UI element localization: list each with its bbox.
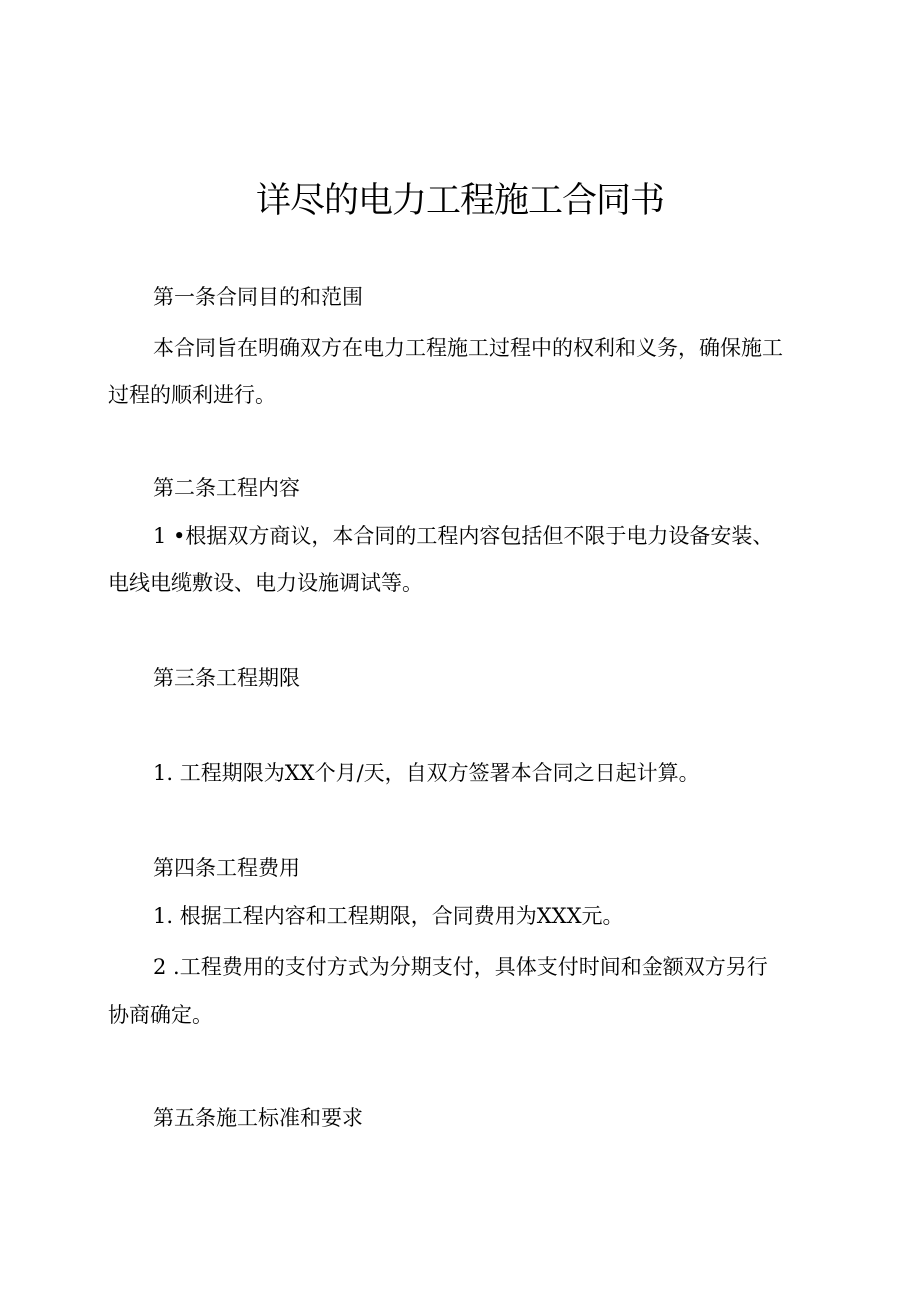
article-4-item-2-line-1: 2 .工程费用的支付方式为分期支付，具体支付时间和金额双方另行 xyxy=(153,955,768,979)
article-4-heading: 第四条工程费用 xyxy=(153,856,300,880)
article-1-heading: 第一条合同目的和范围 xyxy=(153,285,363,309)
article-2-item-1-line-1: 1 •根据双方商议，本合同的工程内容包括但不限于电力设备安装、 xyxy=(153,524,774,548)
document-title: 详尽的电力工程施工合同书 xyxy=(255,181,664,221)
article-1-paragraph-line-2: 过程的顺利进行。 xyxy=(108,383,276,407)
article-4-item-1: 1. 根据工程内容和工程期限，合同费用为XXX元。 xyxy=(153,904,624,928)
article-4-item-2-line-2: 协商确定。 xyxy=(108,1003,213,1027)
article-2-item-1-line-2: 电线电缆敷设、电力设施调试等。 xyxy=(108,571,423,595)
article-3-item-1: 1. 工程期限为XX个月/天，自双方签署本合同之日起计算。 xyxy=(153,761,700,785)
article-2-heading: 第二条工程内容 xyxy=(153,476,300,500)
article-1-paragraph-line-1: 本合同旨在明确双方在电力工程施工过程中的权利和义务，确保施工 xyxy=(153,336,783,360)
article-3-heading: 第三条工程期限 xyxy=(153,666,300,690)
article-5-heading: 第五条施工标准和要求 xyxy=(153,1106,363,1130)
